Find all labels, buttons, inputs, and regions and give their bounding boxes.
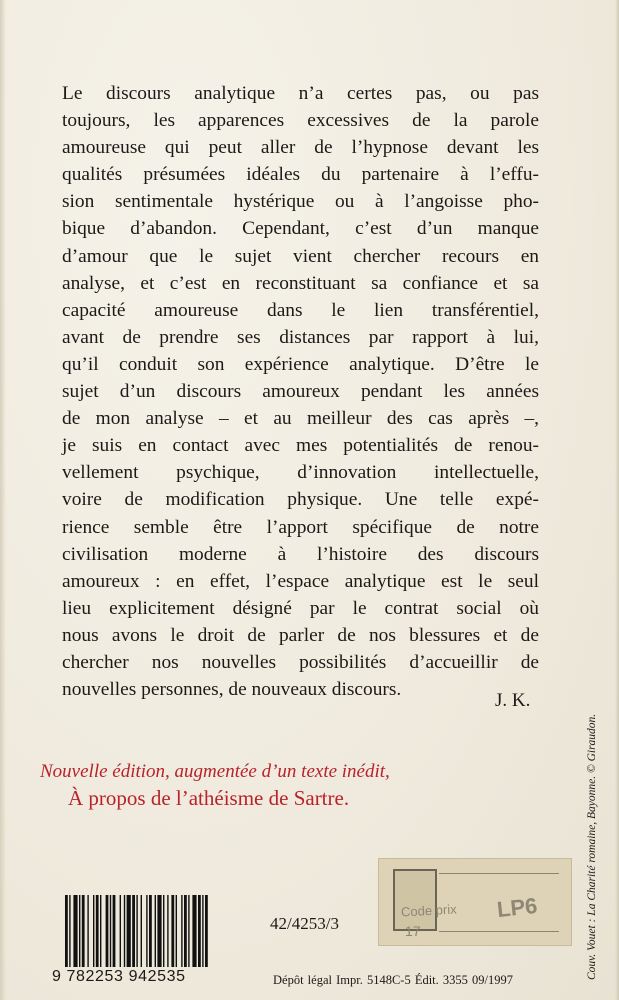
barcode-bar (65, 895, 68, 967)
barcode-bar (205, 895, 208, 967)
blurb-line: chercher nos nouvelles possibilités d’accueillir de (62, 651, 539, 673)
blurb-line: Le discours analytique n’a certes pas, ou pas (62, 83, 539, 104)
barcode-bar (110, 895, 111, 967)
barcode-bar (93, 895, 94, 967)
barcode-bar (69, 895, 70, 967)
barcode-bar (176, 895, 177, 967)
barcode-bar (192, 895, 196, 967)
blurb-line: je suis en contact avec mes potentialités de renou- (62, 435, 539, 457)
paper-edge-left (0, 0, 6, 1000)
barcode-bar (146, 895, 147, 967)
barcode-bar (120, 895, 121, 967)
barcode-bar (132, 895, 135, 967)
blurb-line: d’amour que le sujet vient chercher recours en (62, 245, 539, 267)
stamp-rule (439, 873, 559, 874)
cover-credit: Couv. Vouet : La Charité romaine, Bayonne. © Giraudon. (586, 713, 598, 980)
barcode-bar (167, 895, 168, 967)
barcode-bar (96, 895, 99, 967)
blurb-line: sion sentimentale hystérique ou à l’angoisse pho- (62, 191, 539, 213)
blurb-line: analyse, et c’est en reconstituant sa confiance et sa (62, 272, 539, 294)
barcode-bar (87, 895, 88, 967)
barcode-digits: 9 782253 942535 (52, 968, 186, 985)
blurb-line: capacité amoureuse dans le lien transférentiel, (62, 299, 539, 321)
barcode-bar (155, 895, 156, 967)
paper-edge-right (615, 0, 619, 1000)
barcode-bar (181, 895, 182, 967)
blurb-line: rience semble être l’apport spécifique de notre (62, 516, 539, 538)
barcode-bar (100, 895, 101, 967)
barcode-bar (184, 895, 187, 967)
barcode-bar (127, 895, 131, 967)
blurb-text (62, 80, 539, 703)
barcode-bar (106, 895, 109, 967)
blurb-line: sujet d’un discours amoureux pendant les années (62, 381, 539, 403)
edition-note: Nouvelle édition, augmentée d’un texte inédit, (40, 761, 390, 782)
barcode-bar (198, 895, 201, 967)
author-initials: J. K. (495, 690, 531, 711)
barcode-bar (163, 895, 164, 967)
price-code: LP6 (495, 892, 539, 923)
blurb-line: nouvelles personnes, de nouveaux discours. (62, 679, 402, 701)
blurb-line: vellement psychique, d’innovation intellectuelle, (62, 462, 539, 484)
blurb-line: amoureux : en effet, l’espace analytique est le seul (62, 570, 539, 592)
blurb-line: qu’il conduit son expérience analytique. D’être le (62, 353, 539, 375)
blurb-line: nous avons le droit de parler de nos blessures et de (62, 624, 539, 646)
barcode-bar (113, 895, 116, 967)
added-text-title: À propos de l’athéisme de Sartre. (68, 786, 350, 810)
blurb-line: bique d’abandon. Cependant, c’est d’un manque (62, 218, 539, 240)
blurb-line: de mon analyse – et au meilleur des cas après –, (62, 408, 539, 430)
barcode-bar (73, 895, 77, 967)
barcode-bar (79, 895, 80, 967)
blurb-line: qualités présumées idéales du partenaire à l’effu- (62, 164, 539, 186)
barcode-bar (136, 895, 137, 967)
blurb-line: toujours, les apparences excessives de la parole (62, 110, 539, 132)
isbn-barcode (63, 895, 263, 967)
barcode-bar (171, 895, 174, 967)
barcode-bar (188, 895, 189, 967)
price-label: Code prix (400, 901, 457, 920)
stamp-rule (439, 931, 559, 932)
legal-deposit: Dépôt légal Impr. 5148C-5 Édit. 3355 09/1997 (273, 973, 514, 987)
barcode-bar (124, 895, 125, 967)
barcode-bar (82, 895, 85, 967)
blurb-line: lieu explicitement désigné par le contrat social où (62, 597, 539, 619)
blurb-line: amoureuse qui peut aller de l’hypnose devant les (62, 137, 539, 159)
barcode-bar (149, 895, 152, 967)
price-stamp (378, 858, 572, 946)
blurb-line: avant de prendre ses distances par rapport à lui, (62, 326, 539, 348)
price-number: 17 (405, 923, 421, 939)
barcode-bar (141, 895, 142, 967)
blurb-line: voire de modification physique. Une telle expé- (62, 489, 539, 511)
catalog-code: 42/4253/3 (270, 914, 339, 933)
barcode-bar (157, 895, 161, 967)
barcode-bar (202, 895, 203, 967)
blurb-line: civilisation moderne à l’histoire des discours (62, 543, 539, 565)
stamp-slot (393, 869, 437, 931)
